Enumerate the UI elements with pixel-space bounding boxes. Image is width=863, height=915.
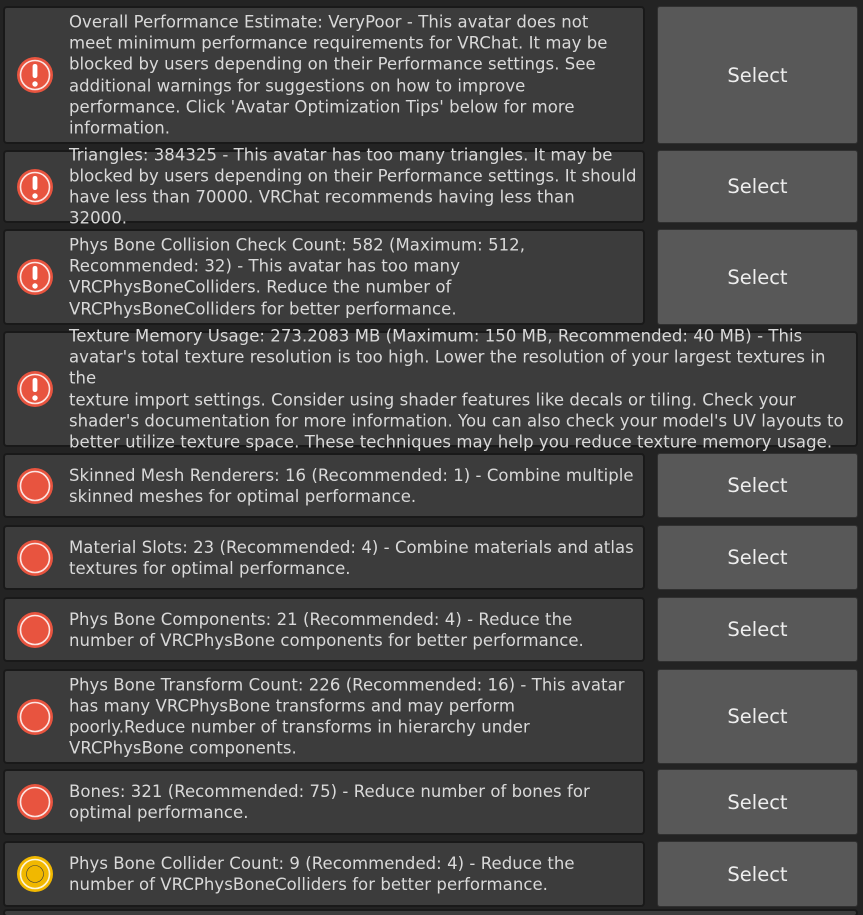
message-box [3,669,645,764]
red-circle-icon [14,537,56,579]
exclamation-error-icon [14,166,56,208]
message-row [3,145,858,228]
red-circle-icon [14,609,56,651]
message-box [3,525,645,590]
message-box [3,229,645,325]
select-button[interactable]: Select [657,841,858,907]
message-box [3,145,645,228]
message-text: Skinned Mesh Renderers: 16 (Recommended: 1) - Combine multiple skinned meshes for optimal performance. [69,465,634,506]
select-button[interactable]: Select [657,597,858,662]
red-circle-icon [14,465,56,507]
message-row [3,769,858,835]
exclamation-error-icon [14,54,56,96]
message-text: Texture Memory Usage: 273.2083 MB (Maximum: 150 MB, Recommended: 40 MB) - This avatar's total texture resolution is too high. Lower the resolution of your largest textures in the texture import settings. Consider using shader features like decals or tiling. Check your shader's documentation for more information. You can also check your model's UV layouts to better utilize texture space. These techniques may help you reduce texture memory usage. [69,326,844,452]
message-row [3,326,858,452]
message-text: Phys Bone Collision Check Count: 582 (Maximum: 512, Recommended: 32) - This avatar has too many VRCPhysBoneColliders. Reduce the number of VRCPhysBoneColliders for better performance. [69,235,526,319]
message-row [3,453,858,518]
message-row [3,6,858,144]
message-row [3,669,858,764]
select-button[interactable]: Select [657,769,858,835]
select-button[interactable]: Select [657,150,858,223]
red-circle-icon [14,696,56,738]
message-row [3,597,858,662]
select-button[interactable]: Select [657,229,858,325]
message-box [3,841,645,907]
message-box [3,326,858,452]
message-text: Overall Performance Estimate: VeryPoor - This avatar does not meet minimum performance requirements for VRChat. It may be blocked by users depending on their Performance settings. See additional warnings for suggestions on how to improve performance. Click 'Avatar Optimization Tips' below for more information. [69,12,608,138]
message-text: Triangles: 384325 - This avatar has too many triangles. It may be blocked by users depending on their Performance settings. It should have less than 70000. VRChat recommends having less than 32000. [69,145,637,228]
select-button[interactable]: Select [657,6,858,144]
exclamation-error-icon [14,368,56,410]
message-row [3,841,858,907]
select-button[interactable]: Select [657,669,858,764]
select-button[interactable]: Select [657,453,858,518]
message-row [3,525,858,590]
message-text: Material Slots: 23 (Recommended: 4) - Combine materials and atlas textures for optimal performance. [69,537,634,578]
message-text: Phys Bone Components: 21 (Recommended: 4) - Reduce the number of VRCPhysBone components for better performance. [69,609,584,650]
message-box [3,597,645,662]
yellow-circle-icon [14,853,56,895]
next-message-edge [3,909,858,915]
message-row [3,229,858,325]
exclamation-error-icon [14,256,56,298]
message-box [3,769,645,835]
message-box [3,453,645,518]
message-text: Phys Bone Transform Count: 226 (Recommended: 16) - This avatar has many VRCPhysBone transforms and may perform poorly.Reduce number of transforms in hierarchy under VRCPhysBone components. [69,675,625,758]
red-circle-icon [14,781,56,823]
message-text: Phys Bone Collider Count: 9 (Recommended: 4) - Reduce the number of VRCPhysBoneColliders for better performance. [69,853,575,894]
message-box [3,6,645,144]
message-text: Bones: 321 (Recommended: 75) - Reduce number of bones for optimal performance. [69,781,590,822]
select-button[interactable]: Select [657,525,858,590]
